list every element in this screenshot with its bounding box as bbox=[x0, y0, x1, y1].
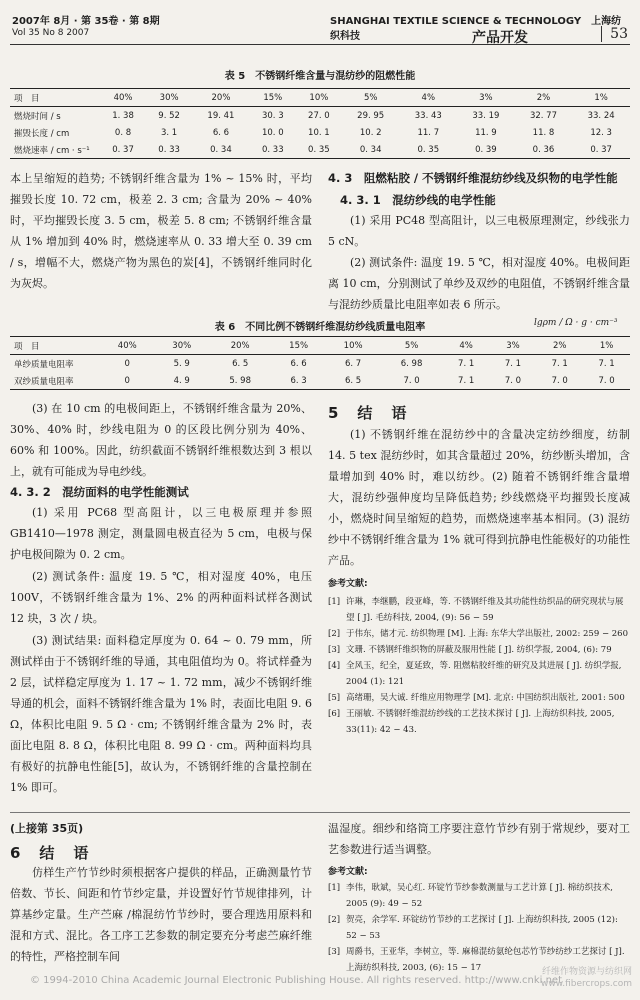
left-para-1: 本上呈缩短的趋势; 不锈钢纤维含量为 1% ~ 15% 时，平均摧毁长度 10. 72 cm，极差 2. 3 cm; 含量为 20% ~ 40% 时，平均摧毁长度 3. 5 cm，极差 5. 8 cm; 不锈钢纤维含量从 1% 增加到 40% 时，燃烧速率从 0. 33 增大至 0. 39 cm / s，增幅不大，燃烧产物为黑色的炭[4]，不锈钢纤维同时化为灰烬。 bbox=[10, 172, 312, 290]
reference-item bbox=[328, 626, 630, 642]
table5-cell: 0. 34 bbox=[342, 141, 400, 159]
reference-number: [3] bbox=[328, 645, 341, 655]
right-para-2: (2) 测试条件: 温度 19. 5 ℃，相对湿度 40%。电极间距离 10 cm，分别测试了单纱及双纱的电阻值，不锈钢纤维含量与混纺纱质量比电阻率如表 6 所示。 bbox=[328, 256, 630, 311]
watermark bbox=[541, 966, 632, 990]
table6-unit: lgρm / Ω · g · cm⁻³ bbox=[534, 318, 618, 328]
bottom-left-para: 仿样生产竹节纱时须根据客户提供的样品，正确测量竹节倍数、节长、间距和竹节纱定量，并设置好竹节规律排列，计算基纱定量。生产苎麻 /棉混纺竹节纱时，要合理选用原料和混和方式、混比。各工序工艺参数的制定要充分考虑苎麻纤维的特性，严格控制车间 bbox=[10, 866, 312, 963]
subsection-4-3-1-heading: 4. 3. 1 混纺纱线的电学性能 bbox=[340, 193, 496, 207]
table5-header-cell: 4% bbox=[400, 89, 458, 107]
table6-row-label: 单纱质量电阻率 bbox=[14, 359, 74, 370]
table6-cell: 6. 5 bbox=[232, 358, 249, 369]
reference-text: 贺亮，余学军. 环锭纺竹节纱的工艺探讨 [ J]. 上海纺织科技, 2005 (12): 52 − 53 bbox=[346, 915, 618, 941]
table6-cell: 6. 5 bbox=[326, 372, 381, 390]
table5-cell: 10. 2 bbox=[359, 127, 382, 138]
reference-item bbox=[328, 658, 630, 690]
table6-header-cell: 15% bbox=[271, 337, 326, 355]
section-4-3-heading: 4. 3 阻燃粘胶 / 不锈钢纤维混纺纱线及织物的电学性能 bbox=[328, 171, 618, 185]
table5-row-label: 燃烧时间 / s bbox=[14, 111, 61, 122]
references-title: 参考文献: bbox=[328, 579, 368, 589]
reference-number: [1] bbox=[328, 883, 341, 893]
table5-cell: 19. 41 bbox=[207, 110, 235, 121]
watermark-line-2: www.fibercrops.com bbox=[541, 979, 632, 989]
table5-header-cell: 2% bbox=[515, 89, 573, 107]
table6-cell: 6. 3 bbox=[271, 372, 326, 390]
table6-header-cell: 5% bbox=[380, 337, 442, 355]
table5-cell: 0. 33 bbox=[250, 141, 296, 159]
reference-text: 全风玉，纪全，夏延致，等. 阻燃粘胶纤维的研究及其进展 [ J]. 纺织学报, 2004 (1): 121 bbox=[346, 661, 622, 687]
table5-cell: 11. 9 bbox=[475, 127, 497, 138]
table5-cell: 29. 95 bbox=[357, 110, 385, 121]
table6-cell: 7. 0 bbox=[536, 372, 583, 390]
table5-header-cell: 1% bbox=[572, 89, 630, 107]
table5-caption: 表 5 不锈钢纤维含量与混纺纱的阻燃性能 bbox=[224, 71, 416, 82]
table5-cell: 9. 52 bbox=[158, 110, 180, 121]
table5-cell: 33. 43 bbox=[414, 110, 442, 121]
section-title: 产品开发 bbox=[472, 30, 528, 46]
reference-number: [3] bbox=[328, 947, 341, 957]
page-number: 53 bbox=[601, 26, 628, 42]
table5-header-cell: 项 目 bbox=[10, 89, 100, 107]
conclusion-para: (1) 不锈钢纤维在混纺纱中的含量决定纺纱细度，纺制 14. 5 tex 混纺纱时，如其含量超过 20%，纺纱断头增加，含量增加到 40% 时，难以纺纱。(2) 随着不锈钢纤维含量增大，混纺纱强伸度均呈降低趋势; 纱线燃烧平均摧毁长度减小，燃烧时间呈缩短的趋势，而燃烧速率基本相同。(3) 混纺纱中不锈钢纤维含量为 1% 就可得到抗静电性能极好的功能性产品。 bbox=[328, 428, 630, 567]
reference-text: 周爵书，王亚华，李树立，等. 麻棉混纺氨纶包芯竹节纱纺纱工艺探讨 [ J]. 上海纺织科技, 2003, (6): 15 − 17 bbox=[346, 947, 625, 973]
reference-text: 许琳，李继鹏，段亚峰，等. 不锈钢纤维及其功能性纺织品的研究现状与展望 [ J]. 毛纺科技, 2004, (9): 56 − 59 bbox=[346, 597, 624, 623]
table5-row bbox=[10, 107, 630, 125]
table5-header-cell: 15% bbox=[250, 89, 296, 107]
table5-header-cell: 40% bbox=[100, 89, 146, 107]
table6-cell: 7. 0 bbox=[490, 372, 537, 390]
article-divider bbox=[10, 812, 630, 813]
table6-cell: 6. 6 bbox=[290, 358, 307, 369]
table6-row bbox=[10, 355, 630, 373]
reference-number: [6] bbox=[328, 709, 341, 719]
table5-cell: 1. 38 bbox=[112, 110, 134, 121]
continued-note: (上接第 35页) bbox=[10, 822, 84, 835]
reference-item bbox=[328, 912, 630, 944]
table6-header-cell: 1% bbox=[583, 337, 630, 355]
volume-info: Vol 35 No 8 2007 bbox=[12, 28, 90, 38]
reference-number: [1] bbox=[328, 597, 341, 607]
table5-row-label: 摧毁长度 / cm bbox=[14, 128, 70, 139]
reference-item bbox=[328, 690, 630, 706]
table5-row bbox=[10, 141, 630, 159]
reference-number: [5] bbox=[328, 693, 341, 703]
table5-cell: 33. 24 bbox=[587, 110, 615, 121]
table6-caption: 表 6 不同比例不锈钢纤维混纺纱线质量电阻率 bbox=[214, 322, 426, 333]
table6-cell: 6. 7 bbox=[345, 358, 362, 369]
bottom-references-list bbox=[328, 880, 630, 976]
table5-cell: 0. 39 bbox=[457, 141, 515, 159]
issue-info: 2007年 8月 · 第 35卷 · 第 8期 bbox=[12, 16, 160, 27]
table6-header-cell: 10% bbox=[326, 337, 381, 355]
table5-cell: 33. 19 bbox=[472, 110, 500, 121]
table5-cell: 0. 37 bbox=[572, 141, 630, 159]
reference-item bbox=[328, 642, 630, 658]
table5-cell: 3. 1 bbox=[161, 127, 178, 138]
table5-row bbox=[10, 124, 630, 141]
watermark-line-1: 纤维作物资源与纺织网 bbox=[541, 967, 632, 977]
table6-cell: 7. 1 bbox=[443, 372, 490, 390]
reference-item bbox=[328, 706, 630, 738]
table5-cell: 30. 3 bbox=[261, 110, 284, 121]
reference-number: [2] bbox=[328, 915, 341, 925]
table6-cell: 0 bbox=[124, 358, 130, 369]
table5-row-label: 燃烧速率 / cm · s⁻¹ bbox=[10, 141, 100, 159]
reference-text: 文珊. 不锈钢纤维织物的屏蔽及服用性能 [ J]. 纺织学报, 2004, (6): 79 bbox=[346, 645, 612, 655]
table5-cell: 0. 34 bbox=[192, 141, 250, 159]
table5-cell: 10. 0 bbox=[261, 127, 284, 138]
table5-cell: 10. 1 bbox=[308, 127, 330, 138]
table6-row-label: 双纱质量电阻率 bbox=[10, 372, 100, 390]
table5-cell: 32. 77 bbox=[529, 110, 557, 121]
reference-number: [4] bbox=[328, 661, 341, 671]
table6-cell: 7. 1 bbox=[458, 358, 475, 369]
reference-text: 于伟东，储才元. 纺织物理 [M]. 上海: 东华大学出版社, 2002: 259 − 260 bbox=[346, 629, 628, 639]
subsection-4-3-2-heading: 4. 3. 2 混纺面料的电学性能测试 bbox=[10, 485, 189, 499]
reference-item bbox=[328, 880, 630, 912]
table5-header-cell: 10% bbox=[296, 89, 342, 107]
table5-cell: 27. 0 bbox=[308, 110, 330, 121]
table6-row bbox=[10, 372, 630, 390]
left-para-5: (3) 测试结果: 面料稳定厚度为 0. 64 ~ 0. 79 mm，所测试样由于不锈钢纤维的导通，其电阻值均为 0。将试样叠为 2 层，试样稳定厚度为 1. 17 ~ 1. 72 mm，减少不锈钢纤维导通的机会，面料不锈钢纤维含量为 1% 时，表面比电阻 9. 6 Ω，体积比电阻 9. 5 Ω · cm; 不锈钢纤维含量为 2% 时，表面比电阻 8. 8 Ω，体积比电阻 8. 99 Ω · cm。两种面料均具有极好的抗静电性能[5]，故认为，不锈钢纤维的含量控制在 1% 即可。 bbox=[10, 634, 312, 794]
table6-cell: 0 bbox=[100, 372, 155, 390]
bottom-right-para: 温湿度。细纱和络筒工序要注意竹节纱有别于常规纱，要对工艺参数进行适当调整。 bbox=[328, 822, 630, 856]
table6 bbox=[10, 336, 630, 390]
copyright-footer: © 1994-2010 China Academic Journal Electronic Publishing House. All rights reserved. http://www.cnki.net bbox=[30, 975, 562, 986]
reference-item bbox=[328, 594, 630, 626]
table6-header-cell: 4% bbox=[443, 337, 490, 355]
table6-cell: 7. 0 bbox=[583, 372, 630, 390]
table5-header-row bbox=[10, 89, 630, 107]
table5-cell: 6. 6 bbox=[212, 127, 230, 138]
table5-cell: 0. 33 bbox=[146, 141, 192, 159]
table6-cell: 7. 1 bbox=[504, 358, 522, 369]
table5-cell: 11. 7 bbox=[417, 127, 440, 138]
left-para-3: (1) 采用 PC68 型高阻计，以三电极原理并参照 GB1410—1978 测定，测量圆电极直径为 5 cm，电极与保护电极间隙为 0. 2 cm。 bbox=[10, 506, 312, 561]
reference-number: [2] bbox=[328, 629, 341, 639]
table6-header-row bbox=[10, 337, 630, 355]
table5-cell: 12. 3 bbox=[590, 127, 612, 138]
conclusion-heading: 5 结 语 bbox=[328, 404, 409, 422]
table5-header-cell: 30% bbox=[146, 89, 192, 107]
table6-header-cell: 3% bbox=[490, 337, 537, 355]
table5-cell: 0. 36 bbox=[515, 141, 573, 159]
table6-cell: 5. 98 bbox=[209, 372, 271, 390]
table6-cell: 6. 98 bbox=[400, 358, 423, 369]
page-header bbox=[10, 8, 630, 46]
table5-cell: 11. 8 bbox=[532, 127, 555, 138]
table5-header-cell: 5% bbox=[342, 89, 400, 107]
table6-cell: 4. 9 bbox=[155, 372, 210, 390]
table6-cell: 7. 0 bbox=[380, 372, 442, 390]
table6-header-cell: 30% bbox=[155, 337, 210, 355]
references-list bbox=[328, 594, 630, 738]
reference-text: 高绪珊，吴大诚. 纤维应用物理学 [M]. 北京: 中国纺织出版社, 2001: 500 bbox=[346, 693, 625, 703]
table5-cell: 0. 35 bbox=[400, 141, 458, 159]
left-para-4: (2) 测试条件: 温度 19. 5 ℃，相对湿度 40%，电压 100V，不锈钢纤维含量为 1%、2% 的两种面料试样各测试 12 块，3 次 / 块。 bbox=[10, 570, 312, 625]
bottom-conclusion-heading: 6 结 语 bbox=[10, 844, 91, 862]
table6-cell: 7. 1 bbox=[598, 358, 615, 369]
table6-cell: 7. 1 bbox=[551, 358, 568, 369]
table5 bbox=[10, 88, 630, 159]
table6-header-cell: 40% bbox=[100, 337, 155, 355]
table6-header-cell: 2% bbox=[536, 337, 583, 355]
table6-header-cell: 项 目 bbox=[10, 337, 100, 355]
right-para-1: (1) 采用 PC48 型高阻计，以三电极原理测定，纱线张力 5 cN。 bbox=[328, 214, 630, 248]
table6-cell: 5. 9 bbox=[173, 358, 190, 369]
table5-header-cell: 3% bbox=[457, 89, 515, 107]
table5-cell: 0. 8 bbox=[114, 127, 132, 138]
table5-cell: 0. 37 bbox=[100, 141, 146, 159]
table5-header-cell: 20% bbox=[192, 89, 250, 107]
header-rule bbox=[10, 44, 630, 45]
reference-text: 王丽敏. 不锈钢纤维混纺纱线的工艺技术探讨 [ J]. 上海纺织科技, 2005, 33(11): 42 − 43. bbox=[346, 709, 615, 735]
bottom-references-title: 参考文献: bbox=[328, 867, 368, 877]
journal-name: SHANGHAI TEXTILE SCIENCE & TECHNOLOGY 上海纺织科技 bbox=[330, 16, 622, 42]
table5-cell: 0. 35 bbox=[296, 141, 342, 159]
table6-header-cell: 20% bbox=[209, 337, 271, 355]
reference-text: 李伟，耿斌，吴心红. 环锭竹节纱参数测量与工艺计算 [ J]. 棉纺织技术, 2005 (9): 49 − 52 bbox=[346, 883, 613, 909]
left-para-2: (3) 在 10 cm 的电极间距上，不锈钢纤维含量为 20%、30%、40% 时，纱线电阻为 0 的区段比例分别为 40%、60% 和 100%。因此，纺织截面不锈钢纤维根数达到 3 根以上，就有可能成为导电纱线。 bbox=[10, 402, 312, 478]
